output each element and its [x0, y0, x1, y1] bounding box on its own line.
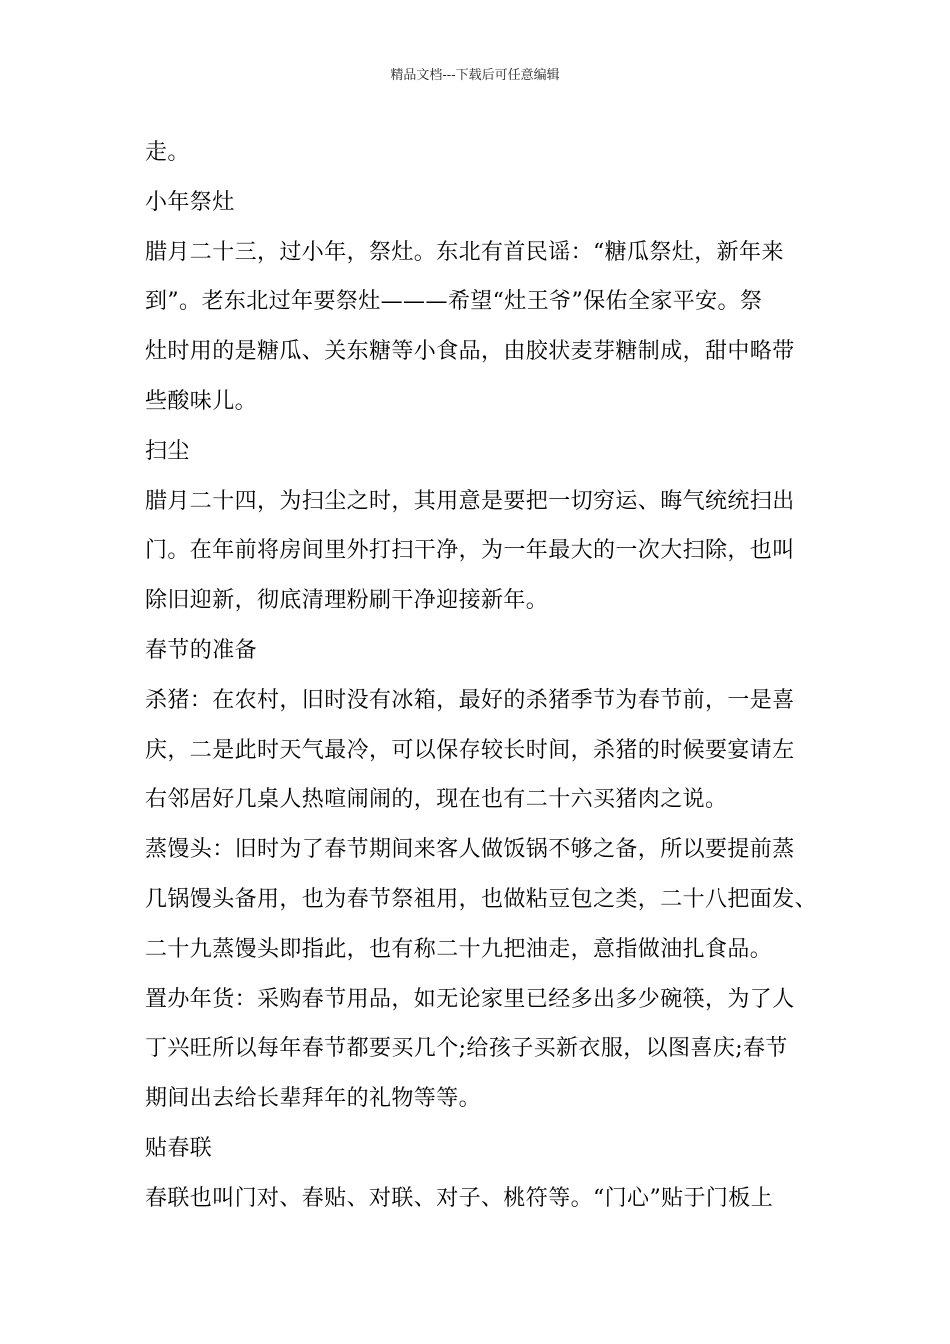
text-line: 右邻居好几桌人热喧闹闹的，现在也有二十六买猪肉之说。	[145, 787, 728, 813]
text-line: 庆，二是此时天气最冷，可以保存较长时间，杀猪的时候要宴请左	[145, 737, 795, 763]
text-line: 期间出去给长辈拜年的礼物等等。	[145, 1086, 482, 1112]
text-line: 腊月二十四，为扫尘之时，其用意是要把一切穷运、晦气统统扫出	[145, 488, 795, 514]
text-line: 置办年货：采购春节用品，如无论家里已经多出多少碗筷，为了人	[145, 986, 795, 1012]
text-line: 腊月二十三，过小年，祭灶。东北有首民谣：“糖瓜祭灶，新年来	[145, 239, 784, 265]
section-heading: 春节的准备	[145, 637, 258, 663]
page-header: 精品文档---下载后可任意编辑	[390, 68, 560, 83]
text-line: 门。在年前将房间里外打扫干净，为一年最大的一次大扫除，也叫	[145, 538, 795, 564]
text-line: 除旧迎新，彻底清理粉刷干净迎接新年。	[145, 588, 549, 614]
text-line: 到”。老东北过年要祭灶———希望“灶王爷”保佑全家平安。祭	[145, 289, 763, 315]
text-line: 杀猪：在农村，旧时没有冰箱，最好的杀猪季节为春节前，一是喜	[145, 687, 795, 713]
text-line: 几锅馒头备用，也为春节祭祖用，也做粘豆包之类，二十八把面发、	[145, 886, 818, 912]
document-body	[145, 128, 825, 1224]
text-line: 丁兴旺所以每年春节都要买几个;给孩子买新衣服，以图喜庆;春节	[145, 1036, 788, 1062]
text-line: 蒸馒头：旧时为了春节期间来客人做饭锅不够之备，所以要提前蒸	[145, 837, 795, 863]
text-line: 春联也叫门对、春贴、对联、对子、桃符等。“门心”贴于门板上	[145, 1185, 774, 1211]
text-line: 二十九蒸馒头即指此，也有称二十九把油走，意指做油扎食品。	[145, 936, 773, 962]
section-heading: 贴春联	[145, 1135, 213, 1161]
text-line: 些酸味儿。	[145, 388, 258, 414]
section-heading: 扫尘	[145, 438, 190, 464]
text-line: 灶时用的是糖瓜、关东糖等小食品，由胶状麦芽糖制成，甜中略带	[145, 339, 795, 365]
text-line: 走。	[145, 140, 190, 165]
section-heading: 小年祭灶	[145, 189, 235, 215]
